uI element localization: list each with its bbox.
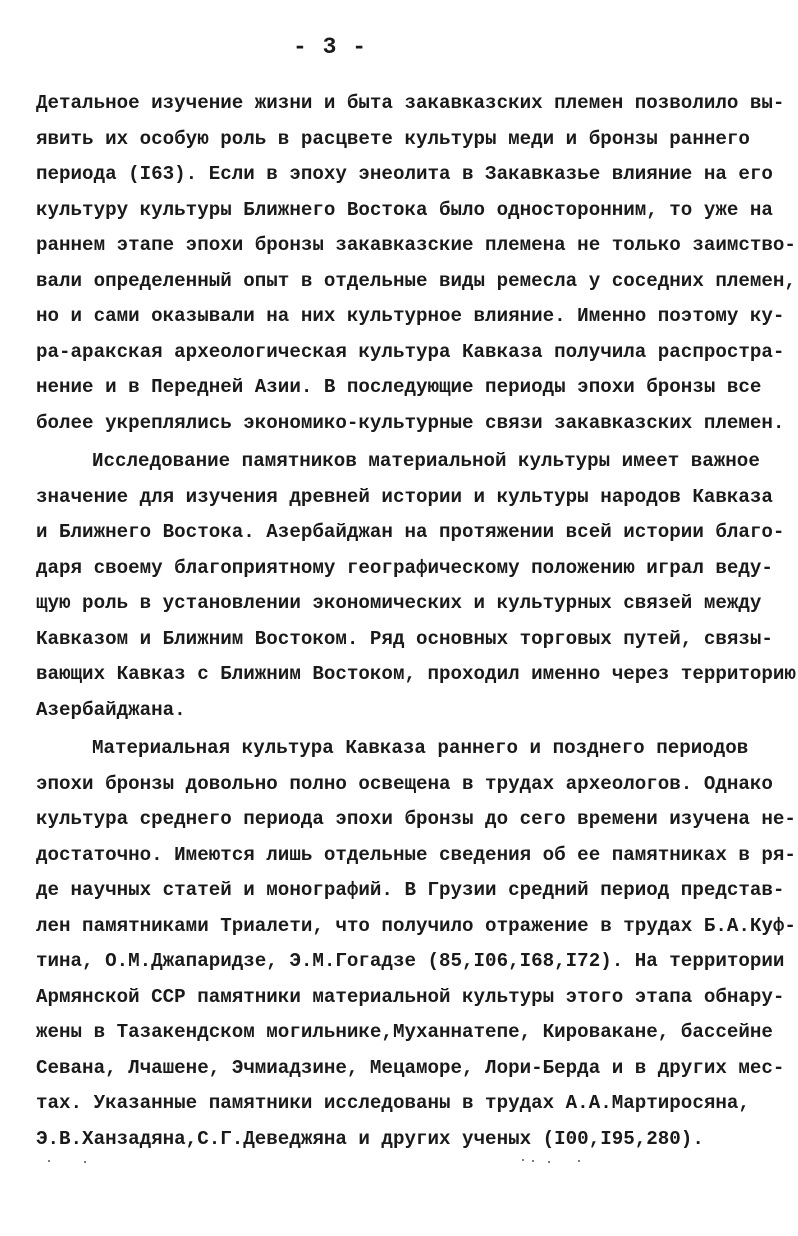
page-number: - 3 - (292, 34, 367, 60)
text-line: де научных статей и монографий. В Грузии средний период представ- (36, 879, 785, 901)
scan-dot (548, 1161, 550, 1163)
text-line: и Ближнего Востока. Азербайджан на протяжении всей истории благо- (36, 521, 785, 543)
text-line: значение для изучения древней истории и культуры народов Кавказа (36, 485, 773, 508)
text-line: Кавказом и Ближним Востоком. Ряд основных торговых путей, связы- (36, 627, 773, 650)
paragraph-3 (36, 731, 796, 1157)
text-line: ра-аракская археологическая культура Кавказа получила распростра- (36, 340, 785, 363)
text-line: Детальное изучение жизни и быта закавказских племен позволило вы- (36, 92, 785, 114)
body-text (36, 86, 796, 1157)
text-line: достаточно. Имеются лишь отдельные сведения об ее памятниках в ря- (36, 843, 796, 866)
text-line: Армянской ССР памятники материальной культуры этого этапа обнару- (36, 985, 785, 1008)
text-line: более укреплялись экономико-культурные связи закавказских племен. (36, 411, 785, 434)
text-line: но и сами оказывали на них культурное влияние. Именно поэтому ку- (36, 305, 785, 327)
text-line: раннем этапе эпохи бронзы закавказские племена не только заимство- (36, 234, 796, 256)
scan-dot (522, 1159, 524, 1161)
scan-dot (84, 1161, 86, 1163)
text-line: нение и в Передней Азии. В последующие периоды эпохи бронзы все (36, 376, 762, 398)
scan-artifact-dots (36, 1158, 764, 1164)
text-line: щую роль в установлении экономических и культурных связей между (36, 592, 762, 614)
text-line: Азербайджана. (36, 698, 186, 721)
text-line: явить их особую роль в расцвете культуры меди и бронзы раннего (36, 127, 750, 150)
paragraph-1 (36, 86, 796, 441)
text-line: культуру культуры Ближнего Востока было односторонним, то уже на (36, 198, 773, 221)
text-line: Севана, Лчашене, Эчмиадзине, Мецаморе, Лори-Берда и в других мес- (36, 1056, 785, 1079)
text-line: лен памятниками Триалети, что получило отражение в трудах Б.А.Куф- (36, 914, 796, 937)
text-line: Исследование памятников материальной культуры имеет важное (92, 450, 760, 472)
scan-dot (532, 1160, 534, 1162)
text-line: тина, О.М.Джапаридзе, Э.М.Гогадзе (85,I06,I68,I72). На территории (36, 950, 785, 972)
text-line: тах. Указанные памятники исследованы в трудах А.А.Мартиросяна, (36, 1092, 750, 1114)
text-line: Э.В.Ханзадяна,С.Г.Деведжяна и других ученых (I00,I95,280). (36, 1127, 704, 1150)
text-line: вали определенный опыт в отдельные виды ремесла у соседних племен, (36, 269, 796, 292)
scan-dot (48, 1160, 50, 1162)
text-line: периода (I63). Если в эпоху энеолита в Закавказье влияние на его (36, 163, 773, 185)
text-line: жены в Тазакендском могильнике,Муханнатепе, Кировакане, бассейне (36, 1021, 773, 1043)
text-line: даря своему благоприятному географическому положению играл веду- (36, 556, 773, 579)
text-line: культура среднего периода эпохи бронзы до сего времени изучена не- (36, 808, 796, 830)
scan-dot (578, 1160, 580, 1162)
text-line: вающих Кавказ с Ближним Востоком, проходил именно через территорию (36, 663, 796, 685)
paragraph-2 (36, 444, 796, 728)
text-line: Материальная культура Кавказа раннего и позднего периодов (92, 737, 749, 759)
text-line: эпохи бронзы довольно полно освещена в трудах археологов. Однако (36, 772, 773, 795)
